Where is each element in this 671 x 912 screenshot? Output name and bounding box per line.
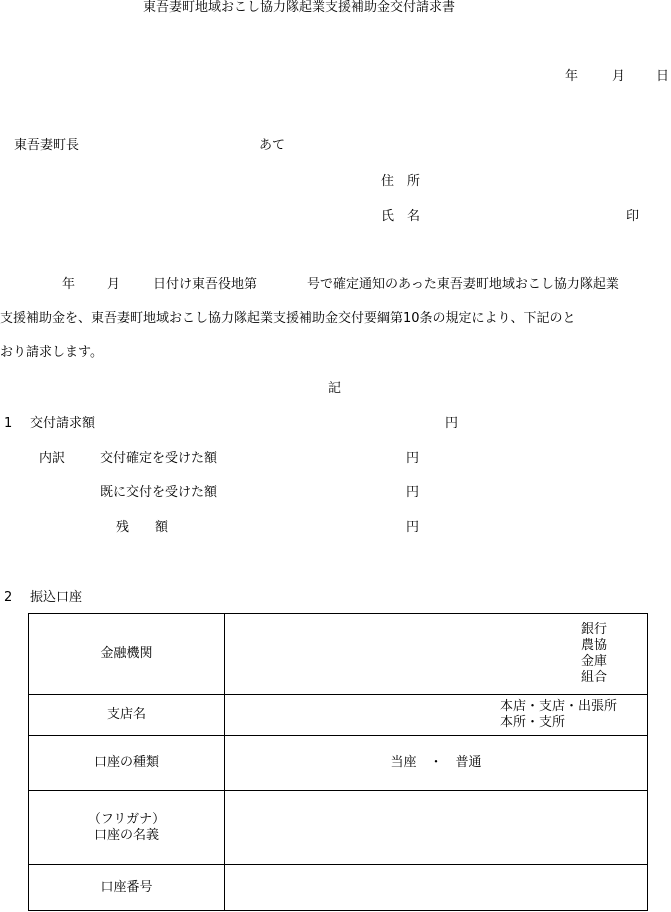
bank-type-option: 金庫 <box>580 654 607 669</box>
bank-label: 金融機関 <box>100 646 153 661</box>
account-type-label-cell <box>29 736 225 791</box>
account-holder-label: 口座の名義 <box>93 827 159 843</box>
account-type-label: 口座の種類 <box>93 755 159 770</box>
seal-mark: 印 <box>626 209 640 224</box>
bank-account-table <box>28 613 648 911</box>
body-line1-b: 号で確定通知のあった東吾妻町地域おこし協力隊起業 <box>307 277 619 292</box>
account-holder-field[interactable] <box>225 791 648 865</box>
section2-number: 2 <box>4 590 13 605</box>
addressee-name: 東吾妻町長 <box>14 138 80 153</box>
address-label: 住 所 <box>381 174 421 189</box>
name-label: 氏 名 <box>381 209 421 224</box>
bank-type-option: 組合 <box>580 670 607 685</box>
breakdown-item-yen: 円 <box>406 520 420 535</box>
breakdown-item-label: 既に交付を受けた額 <box>100 485 218 500</box>
ki-mark: 記 <box>328 381 342 396</box>
section1-number: 1 <box>4 416 13 431</box>
branch-label-cell <box>29 695 225 736</box>
document-title: 東吾妻町地域おこし協力隊起業支援補助金交付請求書 <box>143 0 456 15</box>
branch-options-2: 本所・支所 <box>500 715 566 730</box>
bank-type-option: 銀行 <box>580 622 607 637</box>
account-number-label-cell <box>29 865 225 911</box>
account-holder-label-cell <box>29 791 225 865</box>
bank-field[interactable] <box>225 614 648 695</box>
account-number-field[interactable] <box>225 865 648 911</box>
breakdown-item-label: 交付確定を受けた額 <box>100 451 218 466</box>
breakdown-item-yen: 円 <box>406 485 420 500</box>
section1-yen: 円 <box>445 416 459 431</box>
bank-type-option: 農協 <box>580 638 607 653</box>
body-month: 月 <box>107 277 121 292</box>
body-line1-a: 日付け東吾役地第 <box>153 277 258 292</box>
breakdown-item-yen: 円 <box>406 451 420 466</box>
date-month: 月 <box>612 69 626 84</box>
date-day: 日 <box>656 69 670 84</box>
section1-label: 交付請求額 <box>30 416 96 431</box>
body-line3: おり請求します。 <box>0 345 103 360</box>
body-year: 年 <box>62 277 76 292</box>
body-line2: 支援補助金を、東吾妻町地域おこし協力隊起業支援補助金交付要綱第10条の規定により、下記のと <box>0 311 576 326</box>
branch-label: 支店名 <box>106 707 146 722</box>
breakdown-item-label: 残 額 <box>116 520 169 535</box>
section2-label: 振込口座 <box>30 590 83 605</box>
account-type-options: 当座 ・ 普通 <box>390 755 482 770</box>
account-number-label: 口座番号 <box>100 879 153 895</box>
furigana-label: （フリガナ） <box>87 811 166 827</box>
breakdown-label: 内訳 <box>39 451 66 466</box>
branch-options-1: 本店・支店・出張所 <box>500 699 618 714</box>
bank-label-cell <box>29 614 225 695</box>
addressee-suffix: あて <box>259 138 286 153</box>
date-year: 年 <box>565 69 579 84</box>
branch-field[interactable] <box>225 695 648 736</box>
account-type-field[interactable] <box>225 736 648 791</box>
